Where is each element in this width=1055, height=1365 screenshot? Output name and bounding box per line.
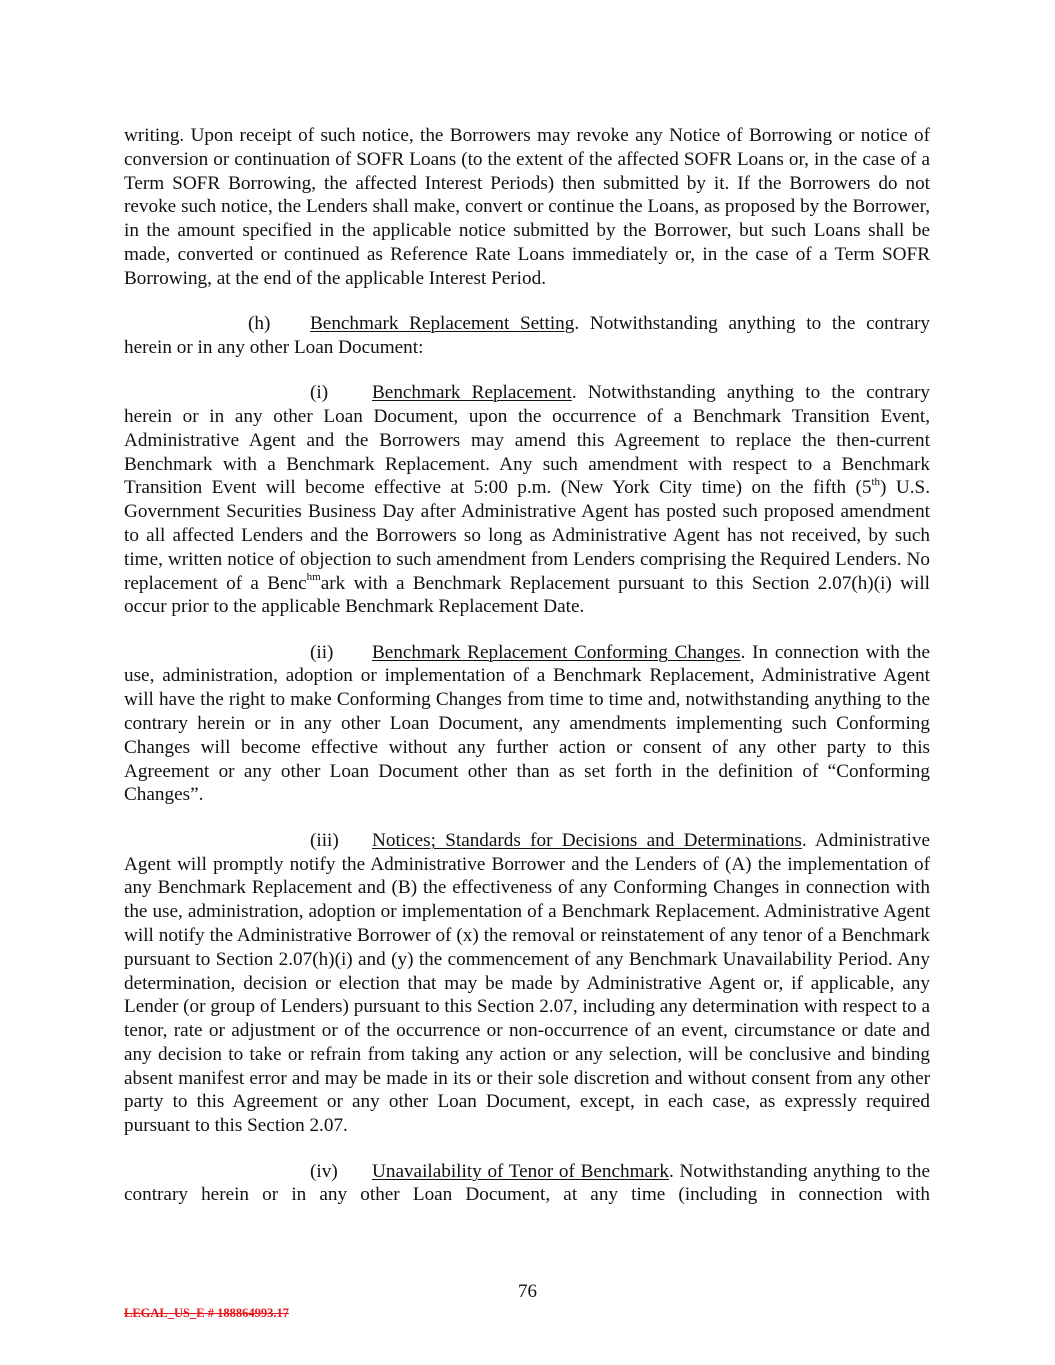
- section-h-benchmark-replacement-setting: [124, 312, 930, 360]
- section-heading: Notices; Standards for Decisions and Determinations: [372, 829, 802, 851]
- section-heading: Benchmark Replacement Setting: [310, 313, 575, 335]
- section-number: (ii): [310, 641, 334, 663]
- paragraph-continuation: writing. Upon receipt of such notice, the Borrowers may revoke any Notice of Borrowing or notice of conversion or continuation of SOFR Loans (to the extent of the affected SOFR Loans or, in the case of a Term SOFR Borrowing, the affected Interest Periods) then submitted by it. If the Borrowers do not revoke such notice, the Lenders shall make, convert or continue the Loans, as proposed by the Borrower, in the amount specified in the applicable notice submitted by the Borrower, but such Loans shall be made, converted or continued as Reference Rate Loans immediately or, in the case of a Term SOFR Borrowing, at the end of the applicable Interest Period.: [124, 125, 930, 289]
- section-text: ) U.S. Government Securities Business Day after Administrative Agent has posted such proposed amendment to all affected Lenders and the Borrowers so long as Administrative Agent has not received, by such time, written notice of objection to such amendment from Lenders comprising the Required Lenders. No replacement of a Benc: [124, 477, 930, 594]
- section-text: ark with a Benchmark Replacement pursuant to this Section 2.07(h)(i) will occur prior to the applicable Benchmark Replacement Date.: [124, 572, 930, 618]
- section-iii-notices-standards: [124, 829, 930, 1138]
- document-page: [124, 124, 930, 1229]
- section-text: . In connection with the use, administration, adoption or implementation of a Benchmark Replacement, Administrative Agent will have the right to make Conforming Changes from time to time and, notwithstanding anything to the contrary herein or in any other Loan Document, any amendments implementing such Conforming Changes will become effective without any further action or consent of any other party to this Agreement or any other Loan Document other than as set forth in the definition of “Conforming Changes”.: [124, 641, 930, 806]
- section-i-benchmark-replacement: [124, 381, 930, 619]
- superscript-th: th: [871, 475, 881, 488]
- section-iv-unavailability-of-tenor: [124, 1160, 930, 1208]
- section-number: (i): [310, 382, 329, 404]
- section-number: (iv): [310, 1160, 338, 1182]
- document-id-footer: LEGAL_US_E # 188864993.17: [124, 1306, 289, 1320]
- section-text: . Notwithstanding anything to the contrary herein or in any other Loan Document:: [124, 313, 930, 358]
- section-text: . Administrative Agent will promptly notify the Administrative Borrower and the Lenders of (A) the implementation of any Benchmark Replacement and (B) the effectiveness of any Conforming Changes in connection with the use, administration, adoption or implementation of a Benchmark Replacement. Administrative Agent will notify the Administrative Borrower of (x) the removal or reinstatement of any tenor of a Benchmark pursuant to Section 2.07(h)(i) and (y) the commencement of any Benchmark Unavailability Period. Any determination, decision or election that may be made by Administrative Agent or, if applicable, any Lender (or group of Lenders) pursuant to this Section 2.07, including any determination with respect to a tenor, rate or adjustment or of the occurrence or non-occurrence of an event, circumstance or date and any decision to take or refrain from taking any action or any selection, will be conclusive and binding absent manifest error and may be made in its or their sole discretion and without consent from any other party to this Agreement or any other Loan Document, except, in each case, as expressly required pursuant to this Section 2.07.: [124, 829, 930, 1137]
- section-number: (h): [248, 313, 271, 335]
- section-heading: Benchmark Replacement: [372, 382, 572, 404]
- section-text: . Notwithstanding anything to the contrary herein or in any other Loan Document, at any time (including in connection with: [124, 1160, 930, 1206]
- superscript-hm: hm: [306, 571, 321, 584]
- section-number: (iii): [310, 829, 339, 851]
- section-heading: Unavailability of Tenor of Benchmark: [372, 1160, 670, 1182]
- page-number: 76: [518, 1281, 537, 1302]
- section-ii-conforming-changes: [124, 641, 930, 808]
- section-heading: Benchmark Replacement Conforming Changes: [372, 641, 741, 663]
- section-text: . Notwithstanding anything to the contrary herein or in any other Loan Document, upon the occurrence of a Benchmark Transition Event, Administrative Agent and the Borrowers may amend this Agreement to replace the then-current Benchmark with a Benchmark Replacement. Any such amendment with respect to a Benchmark Transition Event will become effective at 5:00 p.m. (New York City time) on the fifth (5: [124, 382, 930, 499]
